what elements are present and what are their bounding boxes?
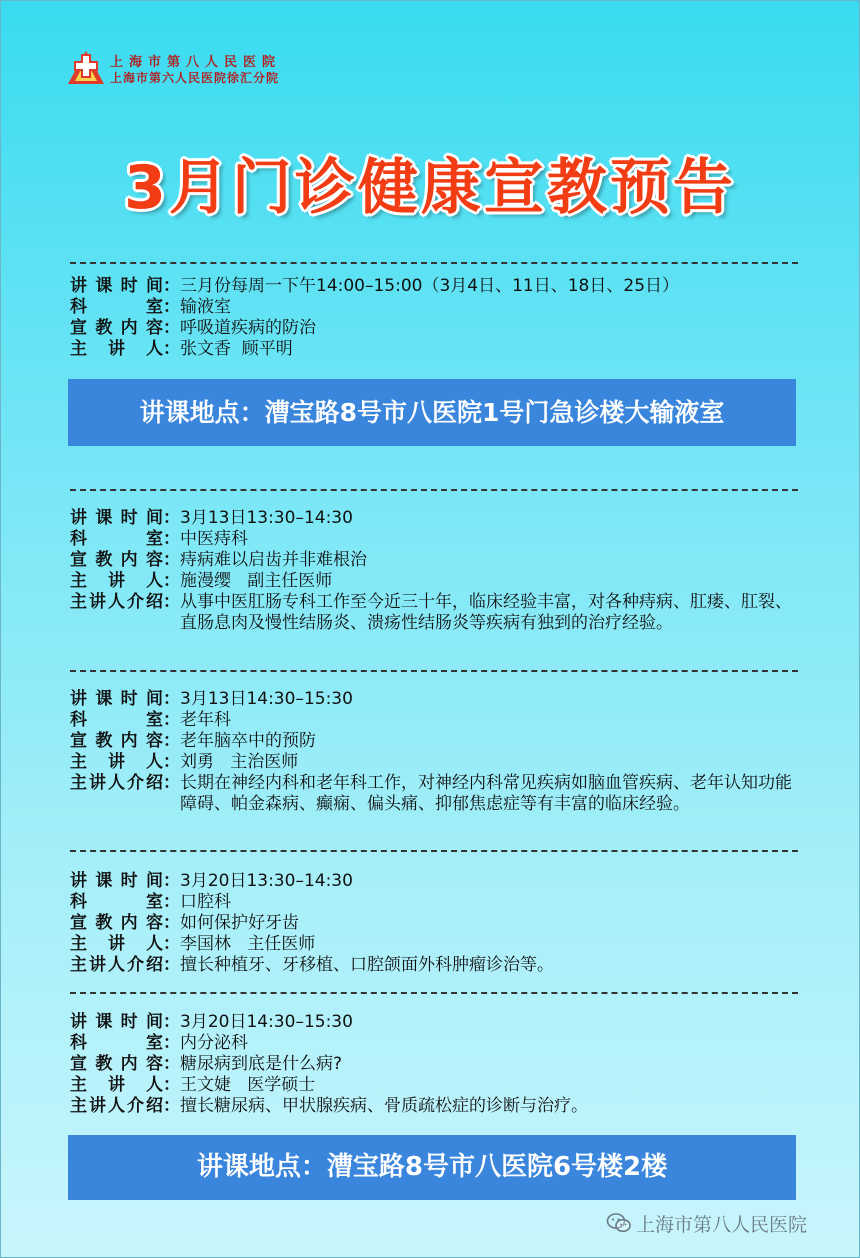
session-dept-row (70, 710, 800, 731)
time-label: 讲课时间 (70, 871, 163, 891)
label-colon: ： (163, 529, 180, 549)
label-colon: ： (163, 318, 180, 338)
session-intro-row (70, 1096, 800, 1117)
time-label: 讲课时间 (70, 276, 163, 296)
label-colon: ： (163, 955, 180, 975)
session-speaker-row (70, 934, 800, 955)
session-4 (70, 871, 800, 976)
topic-label: 宣教内容 (70, 1054, 163, 1074)
session-time-row (70, 689, 800, 710)
speaker-label: 主讲人 (70, 934, 163, 954)
intro-label: 主讲人介绍 (70, 773, 163, 793)
session-1 (70, 276, 800, 360)
session-time: 3月13日14:30–15:30 (180, 689, 353, 709)
label-colon: ： (163, 1033, 180, 1053)
divider (70, 262, 798, 264)
label-colon: ： (163, 892, 180, 912)
session-3 (70, 689, 800, 815)
logo-hospital-subname: 上海市第六人民医院徐汇分院 (110, 71, 280, 85)
label-colon: ： (163, 297, 180, 317)
session-time-row (70, 276, 800, 297)
label-colon: ： (163, 913, 180, 933)
session-dept: 老年科 (180, 710, 231, 730)
session-intro-row (70, 592, 800, 634)
intro-label: 主讲人介绍 (70, 955, 163, 975)
speaker-label: 主讲人 (70, 1075, 163, 1095)
session-dept-row (70, 892, 800, 913)
intro-label: 主讲人介绍 (70, 592, 163, 612)
dept-label: 科室 (70, 529, 163, 549)
session-speaker-row (70, 752, 800, 773)
session-dept: 内分泌科 (180, 1033, 248, 1053)
label-colon: ： (163, 592, 180, 612)
session-dept: 中医痔科 (180, 529, 248, 549)
session-time-row (70, 871, 800, 892)
session-topic-row (70, 550, 800, 571)
wechat-icon (606, 1212, 632, 1234)
session-dept: 口腔科 (180, 892, 231, 912)
session-speaker-row (70, 1075, 800, 1096)
label-colon: ： (163, 571, 180, 591)
label-colon: ： (163, 934, 180, 954)
label-colon: ： (163, 871, 180, 891)
hospital-cross-icon (66, 48, 106, 88)
dept-label: 科室 (70, 892, 163, 912)
session-2 (70, 508, 800, 634)
label-colon: ： (163, 752, 180, 772)
session-time-row (70, 1012, 800, 1033)
session-5 (70, 1012, 800, 1117)
session-intro: 擅长种植牙、牙移植、口腔颌面外科肿瘤诊治等。 (180, 955, 554, 975)
label-colon: ： (163, 508, 180, 528)
session-topic: 如何保护好牙齿 (180, 913, 299, 933)
dept-label: 科室 (70, 710, 163, 730)
hospital-logo (66, 48, 316, 92)
session-speaker: 张文香 顾平明 (180, 339, 293, 359)
topic-label: 宣教内容 (70, 913, 163, 933)
label-colon: ： (163, 550, 180, 570)
session-time: 3月20日13:30–14:30 (180, 871, 353, 891)
topic-label: 宣教内容 (70, 318, 163, 338)
session-topic: 痔病难以启齿并非难根治 (180, 550, 367, 570)
label-colon: ： (163, 731, 180, 751)
session-intro: 长期在神经内科和老年科工作，对神经内科常见疾病如脑血管疾病、老年认知功能障碍、帕金森病、癫痫、偏头痛、抑郁焦虑症等有丰富的临床经验。 (180, 773, 792, 814)
label-colon: ： (163, 339, 180, 359)
session-speaker: 王文婕 医学硕士 (180, 1075, 316, 1095)
session-dept-row (70, 297, 800, 318)
dept-label: 科室 (70, 1033, 163, 1053)
session-topic: 糖尿病到底是什么病? (180, 1054, 343, 1074)
session-speaker: 李国林 主任医师 (180, 934, 316, 954)
topic-label: 宣教内容 (70, 731, 163, 751)
label-colon: ： (163, 773, 180, 793)
session-intro-row (70, 955, 800, 976)
session-dept-row (70, 1033, 800, 1054)
dept-label: 科室 (70, 297, 163, 317)
intro-label: 主讲人介绍 (70, 1096, 163, 1116)
session-topic-row (70, 318, 800, 339)
label-colon: ： (163, 1075, 180, 1095)
speaker-label: 主讲人 (70, 339, 163, 359)
location-banner: 讲课地点：漕宝路8号市八医院1号门急诊楼大输液室 (68, 379, 796, 446)
session-speaker-row (70, 339, 800, 360)
time-label: 讲课时间 (70, 508, 163, 528)
session-intro-row (70, 773, 800, 815)
session-topic-row (70, 913, 800, 934)
label-colon: ： (163, 1096, 180, 1116)
divider (70, 670, 798, 672)
divider (70, 489, 798, 491)
session-dept: 输液室 (180, 297, 231, 317)
session-dept-row (70, 529, 800, 550)
label-colon: ： (163, 276, 180, 296)
page-title: 3月门诊健康宣教预告 (124, 153, 736, 223)
speaker-label: 主讲人 (70, 752, 163, 772)
session-time: 3月13日13:30–14:30 (180, 508, 353, 528)
label-colon: ： (163, 689, 180, 709)
divider (70, 850, 798, 852)
wechat-watermark (606, 1210, 807, 1236)
session-topic-row (70, 1054, 800, 1075)
session-speaker-row (70, 571, 800, 592)
session-topic: 老年脑卒中的预防 (180, 731, 316, 751)
speaker-label: 主讲人 (70, 571, 163, 591)
label-colon: ： (163, 1054, 180, 1074)
label-colon: ： (163, 710, 180, 730)
location-banner: 讲课地点：漕宝路8号市八医院6号楼2楼 (68, 1135, 796, 1200)
session-intro: 从事中医肛肠专科工作至今近三十年，临床经验丰富，对各种痔病、肛瘘、肛裂、直肠息肉及慢性结肠炎、溃疡性结肠炎等疾病有独到的治疗经验。 (180, 592, 792, 633)
topic-label: 宣教内容 (70, 550, 163, 570)
session-time: 3月20日14:30–15:30 (180, 1012, 353, 1032)
session-time-row (70, 508, 800, 529)
time-label: 讲课时间 (70, 1012, 163, 1032)
session-speaker: 施漫缨 副主任医师 (180, 571, 333, 591)
logo-hospital-name: 上海市第八人民医院 (110, 55, 282, 70)
session-time: 三月份每周一下午14:00–15:00（3月4日、11日、18日、25日） (180, 276, 680, 296)
divider (70, 992, 798, 994)
session-topic-row (70, 731, 800, 752)
label-colon: ： (163, 1012, 180, 1032)
watermark-text: 上海市第八人民医院 (636, 1213, 808, 1236)
session-intro: 擅长糖尿病、甲状腺疾病、骨质疏松症的诊断与治疗。 (180, 1096, 588, 1116)
time-label: 讲课时间 (70, 689, 163, 709)
session-speaker: 刘勇 主治医师 (180, 752, 299, 772)
session-topic: 呼吸道疾病的防治 (180, 318, 316, 338)
